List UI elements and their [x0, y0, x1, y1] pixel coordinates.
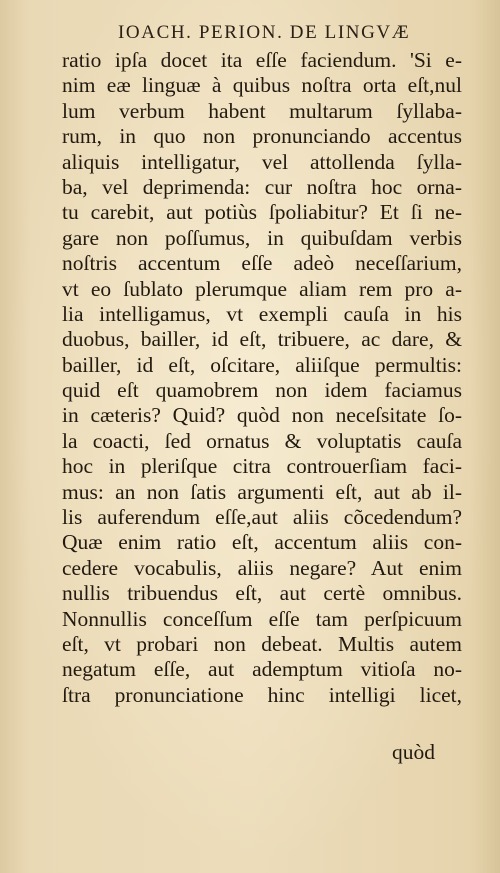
text-line: la coacti, ſed ornatus & voluptatis cauſa — [62, 428, 462, 453]
catchword: quòd — [392, 740, 435, 764]
text-line: ſtra pronunciatione hinc intelligi licet, — [62, 682, 462, 707]
text-line: aliquis intelligatur, vel attollenda ſylla- — [62, 149, 462, 174]
text-line: nim eæ linguæ à quibus noſtra orta eſt,nul — [62, 73, 462, 98]
text-line: duobus, bailler, id eſt, tribuere, ac dare, & — [62, 327, 462, 352]
text-line: mus: an non ſatis argumenti eſt, aut ab il- — [62, 479, 462, 504]
text-line: negatum eſſe, aut ademptum vitioſa no- — [62, 657, 462, 682]
text-line: ba, vel deprimenda: cur noſtra hoc orna- — [62, 174, 462, 199]
text-line: nullis tribuendus eſt, aut certè omnibus. — [62, 581, 462, 606]
text-line: noſtris accentum eſſe adeò neceſſarium, — [62, 251, 462, 276]
text-line: rum, in quo non pronunciando accentus — [62, 124, 462, 149]
text-line: hoc in pleriſque citra controuerſiam faci- — [62, 454, 462, 479]
text-line: bailler, id eſt, oſcitare, aliiſque permultis: — [62, 352, 462, 377]
text-line: vt eo ſublato plerumque aliam rem pro a- — [62, 276, 462, 301]
text-line: lis auferendum eſſe,aut aliis cõcedendum? — [62, 505, 462, 530]
text-line: in cæteris? Quid? quòd non neceſsitate ſo- — [62, 403, 462, 428]
text-line: Nonnullis conceſſum eſſe tam perſpicuum — [62, 606, 462, 631]
text-line: quid eſt quamobrem non idem faciamus — [62, 378, 462, 403]
text-line: eſt, vt probari non debeat. Multis autem — [62, 631, 462, 656]
text-line: ratio ipſa docet ita eſſe faciendum. 'Si e- — [62, 48, 462, 72]
text-line: lum verbum habent multarum ſyllaba- — [62, 98, 462, 123]
text-line: tu carebit, aut potiùs ſpoliabitur? Et ſi ne- — [62, 200, 462, 225]
text-line: gare non poſſumus, in quibuſdam verbis — [62, 225, 462, 250]
text-line: lia intelligamus, vt exempli cauſa in his — [62, 301, 462, 326]
running-head: IOACH. PERION. DE LINGVÆ — [118, 22, 411, 43]
text-line: cedere vocabulis, aliis negare? Aut enim — [62, 555, 462, 580]
body-text — [62, 48, 462, 708]
text-line: Quæ enim ratio eſt, accentum aliis con- — [62, 530, 462, 555]
